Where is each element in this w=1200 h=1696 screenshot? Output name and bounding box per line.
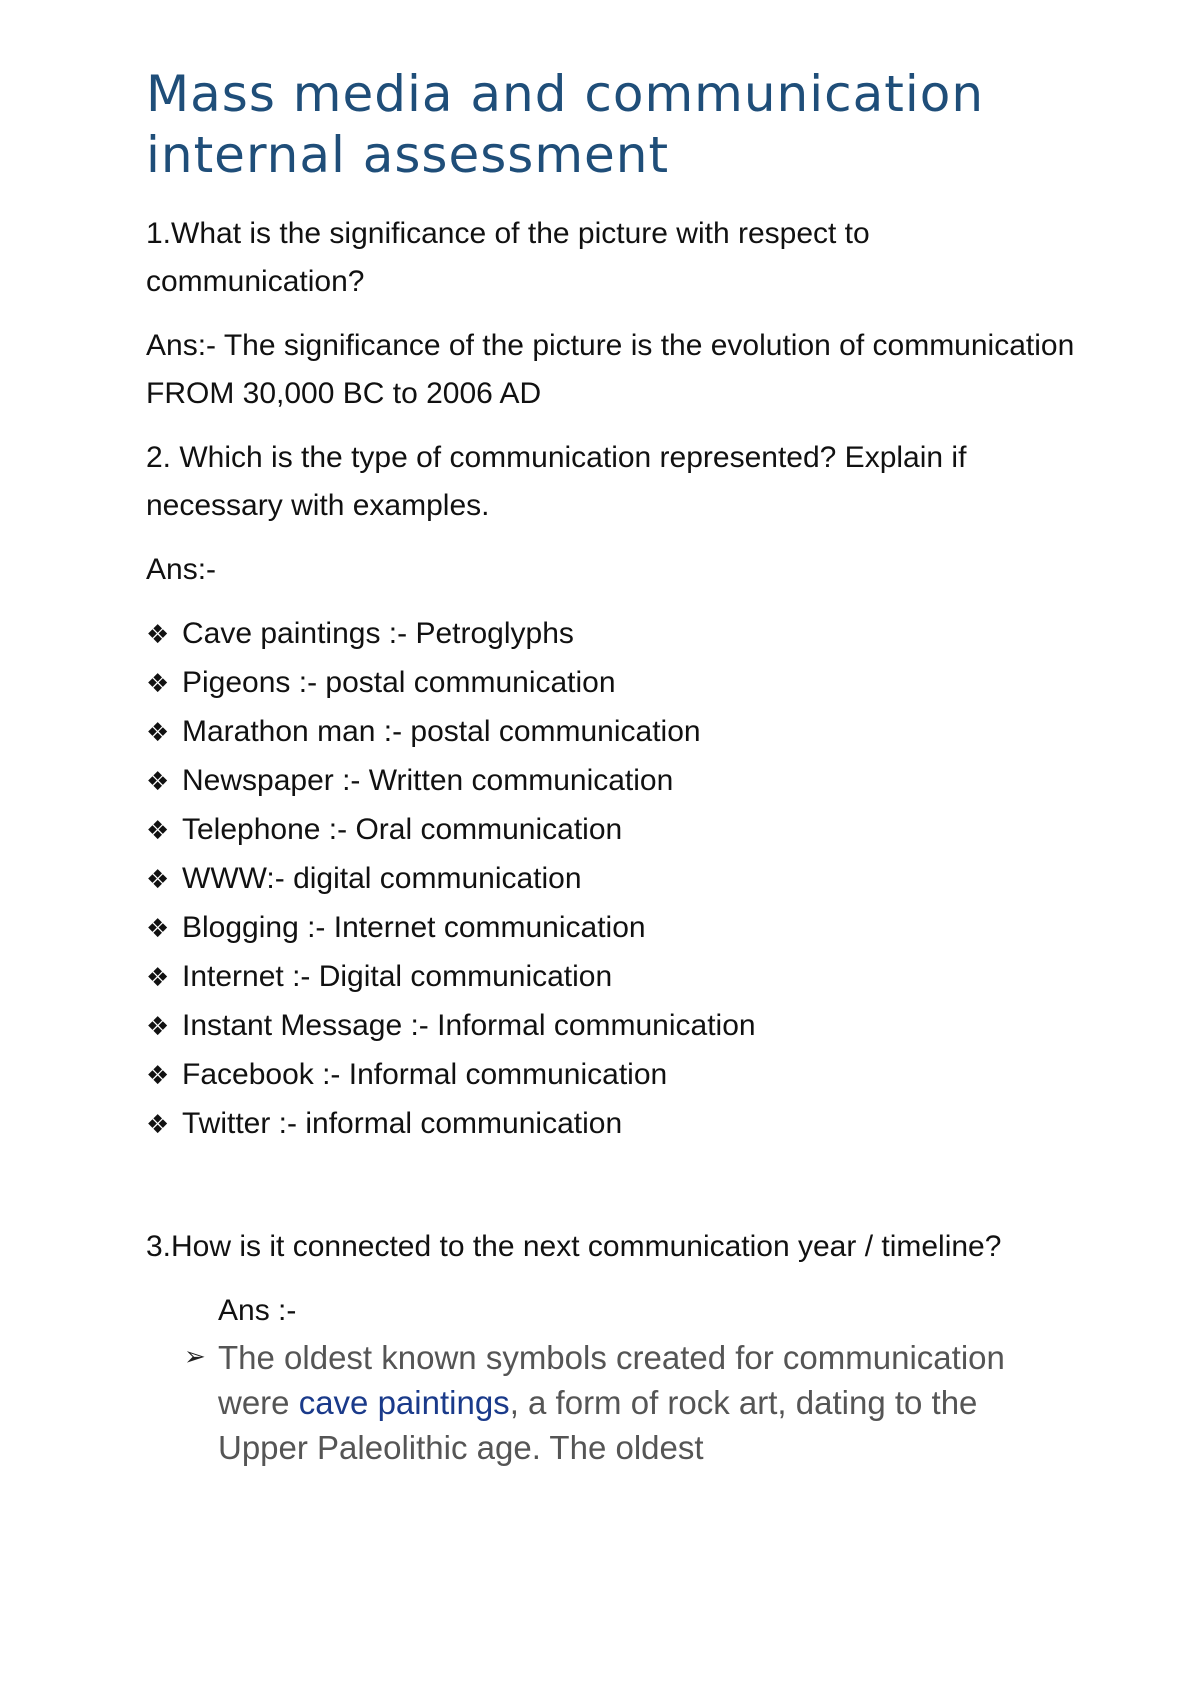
list-item-text: Internet :- Digital communication — [182, 960, 613, 993]
answer-3-label: Ans :- — [218, 1294, 297, 1327]
answer-3-text — [218, 1335, 1048, 1470]
list-item — [146, 1100, 1076, 1149]
diamond-bullet-icon: ❖ — [146, 669, 170, 699]
list-item — [146, 757, 1076, 806]
list-item-text: Pigeons :- postal communication — [182, 666, 616, 699]
list-item — [146, 1051, 1076, 1100]
question-2: 2. Which is the type of communication represented? Explain if necessary with examples. — [146, 441, 967, 522]
document-title: Mass media and communication internal assessment — [146, 65, 985, 184]
diamond-bullet-icon: ❖ — [146, 865, 170, 895]
list-item-text: WWW:- digital communication — [182, 862, 582, 895]
answer-1: Ans:- The significance of the picture is the evolution of communication FROM 30,000 BC to 2006 AD — [146, 329, 1075, 410]
list-item-text: Marathon man :- postal communication — [182, 715, 701, 748]
answer-2-label: Ans:- — [146, 553, 217, 586]
list-item — [146, 610, 1076, 659]
diamond-bullet-icon: ❖ — [146, 1061, 170, 1091]
communication-type-list — [146, 610, 1076, 1149]
answer-3-item — [184, 1335, 1076, 1470]
diamond-bullet-icon: ❖ — [146, 718, 170, 748]
diamond-bullet-icon: ❖ — [146, 914, 170, 944]
document-page — [146, 64, 1076, 1470]
list-item — [146, 806, 1076, 855]
list-item-text: Blogging :- Internet communication — [182, 911, 646, 944]
question-1: 1.What is the significance of the picture with respect to communication? — [146, 217, 870, 298]
list-item — [146, 855, 1076, 904]
list-item — [146, 1002, 1076, 1051]
list-item — [146, 659, 1076, 708]
question-3: 3.How is it connected to the next communication year / timeline? — [146, 1230, 1002, 1263]
arrow-bullet-icon: ➢ — [184, 1342, 206, 1372]
diamond-bullet-icon: ❖ — [146, 767, 170, 797]
diamond-bullet-icon: ❖ — [146, 816, 170, 846]
cave-paintings-link[interactable]: cave paintings — [298, 1384, 510, 1421]
list-item-text: Twitter :- informal communication — [182, 1107, 623, 1140]
list-item-text: Facebook :- Informal communication — [182, 1058, 668, 1091]
list-item-text: Instant Message :- Informal communication — [182, 1009, 756, 1042]
list-item — [146, 953, 1076, 1002]
diamond-bullet-icon: ❖ — [146, 963, 170, 993]
list-item — [146, 708, 1076, 757]
diamond-bullet-icon: ❖ — [146, 620, 170, 650]
list-item-text: Newspaper :- Written communication — [182, 764, 674, 797]
diamond-bullet-icon: ❖ — [146, 1012, 170, 1042]
list-item-text: Telephone :- Oral communication — [182, 813, 623, 846]
list-item — [146, 904, 1076, 953]
list-item-text: Cave paintings :- Petroglyphs — [182, 617, 574, 650]
diamond-bullet-icon: ❖ — [146, 1110, 170, 1140]
spacer — [146, 1149, 1076, 1223]
answer-3-text-part2: , a form of rock art, dating to the Upper Paleolithic age. The oldest — [218, 1384, 978, 1466]
answer-3-text-part1: The oldest known symbols created for communication were — [218, 1339, 1005, 1421]
